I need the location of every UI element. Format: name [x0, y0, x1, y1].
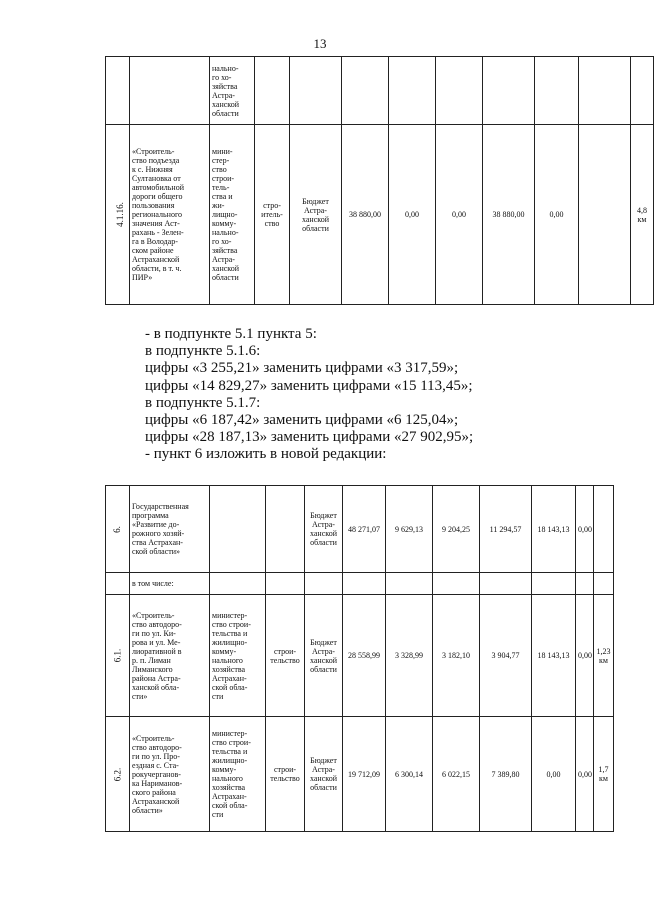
funding-source-cell: Бюджет Астра- ханской области	[305, 486, 343, 573]
year-1-cell: 6 300,14	[386, 717, 433, 832]
text-line: - в подпункте 5.1 пункта 5:	[145, 326, 317, 342]
table-row	[106, 57, 654, 125]
table-row	[106, 573, 614, 595]
year-4-cell: 18 143,13	[532, 595, 576, 717]
year-5-cell	[579, 125, 631, 305]
year-4-cell: 0,00	[535, 125, 579, 305]
year-5-cell	[576, 573, 594, 595]
year-2-cell: 6 022,15	[433, 717, 480, 832]
year-3-cell: 38 880,00	[483, 125, 535, 305]
funding-source-cell: Бюджет Астра- ханской области	[290, 125, 342, 305]
year-3-cell	[480, 573, 532, 595]
row-number-cell	[106, 573, 130, 595]
funding-source-cell: Бюджет Астра- ханской области	[305, 717, 343, 832]
executor-cell: министер- ство строи- тельства и жилищно- комму- нального хозяйства Астрахан- ской обла- сти	[210, 717, 266, 832]
year-2-cell: 3 182,10	[433, 595, 480, 717]
year-2-cell: 9 204,25	[433, 486, 480, 573]
total-amount-cell	[342, 57, 389, 125]
year-3-cell: 11 294,57	[480, 486, 532, 573]
indicator-cell: 1,23 км	[594, 595, 614, 717]
year-3-cell: 3 904,77	[480, 595, 532, 717]
row-number: 4.1.16.	[114, 202, 125, 227]
year-4-cell	[532, 573, 576, 595]
year-4-cell: 0,00	[532, 717, 576, 832]
year-4-cell: 18 143,13	[532, 486, 576, 573]
page-number: 13	[313, 36, 327, 51]
text-line: цифры «28 187,13» заменить цифрами «27 902,95»;	[145, 429, 474, 446]
row-number-cell	[106, 125, 130, 305]
year-1-cell: 0,00	[389, 125, 436, 305]
total-amount-cell: 38 880,00	[342, 125, 389, 305]
table-row	[106, 717, 614, 832]
row-number: 6.	[112, 525, 122, 533]
total-amount-cell: 19 712,09	[343, 717, 386, 832]
amendment-text	[145, 326, 605, 464]
executor-cell: нально- го хо- зяйства Астра- ханской области	[210, 57, 255, 125]
year-5-cell	[579, 57, 631, 125]
row-number-cell	[106, 486, 130, 573]
funding-source-cell	[290, 57, 342, 125]
measure-name-cell: «Строитель- ство подъезда к с. Нижняя Султановка от автомобильной дороги общего пользования регионального значения Аст- рахань - Зелен- га в Володар- ском районе Астраханской области, в т. ч. ПИР»	[130, 125, 210, 305]
program-table-continued	[105, 56, 654, 305]
year-2-cell: 0,00	[436, 125, 483, 305]
row-number-cell	[106, 717, 130, 832]
row-number-cell	[106, 595, 130, 717]
year-4-cell	[535, 57, 579, 125]
funding-source-cell: Бюджет Астра- ханской области	[305, 595, 343, 717]
table-row	[106, 595, 614, 717]
measure-name-cell: «Строитель- ство автодоро- ги по ул. Ки- рова и ул. Ме- лиоративной в р. п. Лиман Лиманского района Астра- ханской обла- сти»	[130, 595, 210, 717]
measure-name-cell: в том числе:	[130, 573, 210, 595]
year-1-cell: 3 328,99	[386, 595, 433, 717]
indicator-cell: 1,7 км	[594, 717, 614, 832]
text-line: - пункт 6 изложить в новой редакции:	[145, 446, 387, 463]
work-type-cell: строи- тельство	[266, 717, 305, 832]
year-1-cell	[389, 57, 436, 125]
executor-cell	[210, 486, 266, 573]
year-2-cell	[436, 57, 483, 125]
funding-source-cell	[305, 573, 343, 595]
row-number-cell	[106, 57, 130, 125]
row-number: 6.2.	[112, 767, 122, 781]
executor-cell: министер- ство строи- тельства и жилищно- комму- нального хозяйства Астрахан- ской обла- сти	[210, 595, 266, 717]
text-line: в подпункте 5.1.7:	[145, 394, 261, 411]
total-amount-cell	[343, 573, 386, 595]
work-type-cell	[266, 573, 305, 595]
measure-name-cell	[130, 57, 210, 125]
total-amount-cell: 28 558,99	[343, 595, 386, 717]
year-5-cell: 0,00	[576, 717, 594, 832]
measure-name-cell: «Строитель- ство автодоро- ги по ул. Про- ездная с. Ста- рокучерганов- ка Нариманов- ского района Астраханской области»	[130, 717, 210, 832]
program-table-new	[105, 485, 614, 832]
indicator-cell: 4,8 км	[631, 125, 654, 305]
row-number: 6.1.	[112, 648, 122, 663]
work-type-cell	[255, 57, 290, 125]
text-line: цифры «6 187,42» заменить цифрами «6 125,04»;	[145, 412, 459, 429]
indicator-cell	[594, 573, 614, 595]
year-2-cell	[433, 573, 480, 595]
year-3-cell: 7 389,80	[480, 717, 532, 832]
table-row	[106, 486, 614, 573]
text-line: в подпункте 5.1.6:	[145, 343, 261, 360]
year-1-cell: 9 629,13	[386, 486, 433, 573]
indicator-cell	[631, 57, 654, 125]
year-3-cell	[483, 57, 535, 125]
total-amount-cell: 48 271,07	[343, 486, 386, 573]
executor-cell	[210, 573, 266, 595]
measure-name-cell: Государственная программа «Развитие до- рожного хозяй- ства Астрахан- ской области»	[130, 486, 210, 573]
work-type-cell: стро- итель- ство	[255, 125, 290, 305]
year-5-cell: 0,00	[576, 486, 594, 573]
text-line: цифры «3 255,21» заменить цифрами «3 317,59»;	[145, 360, 459, 377]
work-type-cell	[266, 486, 305, 573]
indicator-cell	[594, 486, 614, 573]
text-line: цифры «14 829,27» заменить цифрами «15 113,45»;	[145, 377, 473, 394]
year-1-cell	[386, 573, 433, 595]
year-5-cell: 0,00	[576, 595, 594, 717]
work-type-cell: строи- тельство	[266, 595, 305, 717]
executor-cell: мини- стер- ство строи- тель- ства и жи- лищно- комму- нально- го хо- зяйства Астра- ханской области	[210, 125, 255, 305]
table-row	[106, 125, 654, 305]
